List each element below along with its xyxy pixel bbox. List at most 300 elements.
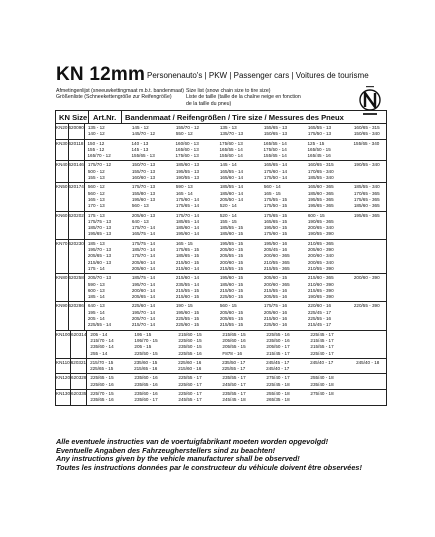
tire-size-column <box>178 375 222 388</box>
tire-size: 165/70 - 12 <box>87 153 111 159</box>
tire-size: 225/45 - 17 <box>310 331 334 337</box>
table-row <box>56 140 386 162</box>
tire-size: 235/55 - 14 <box>175 281 200 287</box>
tire-size-column <box>134 332 178 357</box>
tire-size: 185/60 - 14 <box>219 190 244 196</box>
description-line: Afmetingenlijst (sneeuwkettingmaat m.b.t. bandenmaat) <box>56 88 185 94</box>
tire-size: 225/55 - 17 <box>222 366 246 372</box>
tire-size-column <box>266 360 310 373</box>
tire-size: 185/55 - 15 <box>219 225 244 231</box>
table-row <box>56 212 386 240</box>
tire-size: 195/55 - 13 <box>175 168 200 174</box>
tire-size: 150 - 12 <box>87 140 105 146</box>
tire-size: 165/55 - 14 <box>263 140 287 146</box>
tire-size: 175/60 - 14 <box>175 196 200 202</box>
tire-size: 160/60 - 13 <box>175 140 199 146</box>
tire-size-column <box>88 213 132 238</box>
kn-size-cell: KN60 <box>56 212 69 239</box>
tire-size: 225/60 - 14 <box>131 303 156 309</box>
tire-size: 165/65 - 14 <box>263 162 288 168</box>
tire-size: 590 - 13 <box>87 281 105 287</box>
tire-size-column <box>308 213 354 238</box>
tire-size: 175/70 - 14 <box>175 212 200 218</box>
tire-size: 210/55 - 365 <box>263 259 290 265</box>
tire-size: 205 - 14 <box>87 316 105 322</box>
tire-size-column <box>178 332 222 357</box>
tire-size-column <box>178 360 222 373</box>
tire-size-column <box>356 332 402 357</box>
tire-size: 205 - 15 <box>134 344 152 350</box>
tire-size-column <box>356 375 402 388</box>
tire-size: 140 - 12 <box>87 131 105 137</box>
tire-size-column <box>308 303 354 328</box>
tire-size: 215/55 - 17 <box>310 344 334 350</box>
note-line: Any instructions given by the vehicle manufacturer shall be observed! <box>56 454 300 464</box>
tire-size: 205/60 - 390 <box>307 247 334 253</box>
tire-size: 175/50 - 15 <box>263 203 288 209</box>
tire-size: 145 - 12 <box>131 125 149 130</box>
description-line: de la taille du pneu) <box>186 100 232 107</box>
tire-size: 205/50 - 15 <box>219 247 244 253</box>
tire-size: 155/80 - 13 <box>131 190 156 196</box>
art-nr-cell: 620286 <box>69 302 85 329</box>
tire-size-column <box>222 332 266 357</box>
tire-size: 175/65 - 365 <box>353 196 380 202</box>
art-nr-cell: 620090 <box>69 124 85 139</box>
tire-size-column <box>88 125 132 138</box>
note-line: Alle eventuele instructies van de voertuigfabrikant moeten worden opgevolgd! <box>56 437 329 446</box>
tire-size-column <box>132 213 176 238</box>
tire-sizes-cell <box>85 212 400 239</box>
kn-size-cell: KN90 <box>56 302 69 329</box>
tire-size-column <box>220 162 264 181</box>
tire-size: 215/55 - 365 <box>263 265 290 271</box>
tire-size-column <box>354 125 400 138</box>
table-row <box>56 240 386 274</box>
kn-size-cell: KN70 <box>56 240 69 273</box>
tire-size: 205/45 - 16 <box>263 247 288 253</box>
tire-size: 225/55 - 14 <box>87 322 112 328</box>
art-nr-cell: 620230 <box>69 240 85 273</box>
tire-size: 175/65 - 15 <box>263 212 288 218</box>
tire-size: 205/60 - 15 <box>263 275 288 281</box>
tire-sizes-cell <box>85 240 400 273</box>
tire-size: 255/40 - 18 <box>310 375 334 381</box>
tire-size-column <box>220 275 264 300</box>
tire-size: 195/65 - 365 <box>307 203 334 209</box>
tire-size: 225/55 - 16 <box>307 316 332 322</box>
tire-size: 195/50 - 15 <box>263 225 288 231</box>
tire-size-column <box>264 241 308 272</box>
tire-size-column <box>264 275 308 300</box>
tire-size: 215/70 - 14 <box>90 337 114 343</box>
kn-size-cell: KN50 <box>56 183 69 210</box>
tire-size-column <box>134 391 178 404</box>
tire-size: 215/50 - 16 <box>263 316 288 322</box>
tire-size: 245/50 - 17 <box>222 381 246 387</box>
tire-size: 560 - 12 <box>87 184 105 190</box>
tire-size-column <box>264 213 308 238</box>
tire-size-column <box>88 141 132 160</box>
tire-size: 165/60 - 365 <box>307 184 334 190</box>
tire-size-column <box>266 375 310 388</box>
table-header <box>56 111 386 124</box>
tire-size: 155/70 - 12 <box>175 125 200 130</box>
tire-size: 560 - 13 <box>131 203 149 209</box>
tire-size: 185/60 - 365 <box>307 190 334 196</box>
tire-size: 235/40 - 18 <box>310 381 334 387</box>
tire-size: 235/60 - 16 <box>134 390 158 396</box>
tire-size: 175/60 - 14 <box>263 168 288 174</box>
tire-size: 185/60 - 15 <box>219 231 244 237</box>
tire-sizes-cell <box>87 390 402 405</box>
tire-size: 155/70 - 13 <box>131 168 156 174</box>
tire-size: 175/60 - 13 <box>175 153 199 159</box>
tire-size-column <box>220 213 264 238</box>
tire-size-column <box>354 213 400 238</box>
tire-size: 220/60 - 16 <box>307 303 332 309</box>
tire-size: 205/50 - 14 <box>219 196 244 202</box>
tire-size-column <box>310 391 356 404</box>
tire-size-column <box>132 303 176 328</box>
tire-size: 210/60 - 390 <box>307 281 334 287</box>
tire-size: 245/45 - 18 <box>222 397 246 403</box>
tire-size: 185/60 - 13 <box>175 162 200 168</box>
tire-size-table <box>55 110 387 406</box>
tire-size-column <box>264 125 308 138</box>
tire-size: 170 - 13 <box>87 203 105 209</box>
tire-size-column <box>266 391 310 404</box>
tire-size: 170/65 - 365 <box>353 190 380 196</box>
tire-size: 165/60 - 13 <box>175 146 199 152</box>
tire-size: 145/70 - 12 <box>131 131 156 137</box>
tire-size-column <box>176 275 220 300</box>
table-row <box>56 331 386 359</box>
tire-size: 215/45 - 17 <box>266 350 290 356</box>
kn-size-cell: KN100 <box>56 331 71 358</box>
tire-size: 275/40 - 18 <box>310 390 334 396</box>
tire-size: 215/50 - 15 <box>175 259 200 265</box>
table-row <box>56 161 386 183</box>
tire-size: 225/55 - 17 <box>178 375 202 381</box>
tire-size: 205/55 - 15 <box>219 253 244 259</box>
tire-size: 155 - 13 <box>87 175 105 181</box>
description-line: Size list (snow chain size to tire size) <box>186 88 271 94</box>
tire-size-column <box>132 241 176 272</box>
tire-size: 235/60 - 14 <box>90 344 114 350</box>
tire-size: 175/70 - 14 <box>131 225 156 231</box>
kn-size-cell: KN40 <box>56 161 69 182</box>
tire-size: 150/65 - 340 <box>353 131 380 137</box>
tire-size: 215/55 - 15 <box>219 322 244 328</box>
tire-size: 160/60 - 13 <box>131 175 156 181</box>
tire-size: 190 - 15 <box>175 303 193 309</box>
art-nr-cell: 620258 <box>69 274 85 301</box>
tire-size: 185/55 - 14 <box>219 184 244 190</box>
tire-sizes-cell <box>85 140 400 161</box>
tire-size-column <box>176 241 220 272</box>
tire-size: 185/70 - 14 <box>131 247 156 253</box>
tire-size: 235/60 - 15 <box>134 359 158 365</box>
tire-size-column <box>264 303 308 328</box>
tire-size: 200/60 - 365 <box>263 281 290 287</box>
tire-size: 125 - 15 <box>307 140 325 146</box>
tire-sizes-cell <box>85 161 400 182</box>
description-line: Liste de taille (taille de la chaîne neige en fonction <box>186 94 301 101</box>
tire-size: 175/60 - 15 <box>263 231 288 237</box>
table-row <box>56 374 386 390</box>
description-left <box>56 88 201 101</box>
tire-size: 165/50 - 15 <box>307 146 331 152</box>
tire-size: 175/50 - 14 <box>263 175 288 181</box>
tire-size: 225/60 - 15 <box>178 337 202 343</box>
art-nr-cell: 620321 <box>71 359 87 374</box>
tire-size: 225/50 - 15 <box>134 350 158 356</box>
tire-size-column <box>354 241 400 272</box>
tire-size: 175/55 - 15 <box>263 196 288 202</box>
tire-size: 225/50 - 16 <box>263 322 288 328</box>
tire-size: 165/65 - 15 <box>263 218 288 224</box>
tire-size-column <box>88 184 132 209</box>
tire-size: 215/65 - 390 <box>307 287 334 293</box>
tire-size: 255 - 14 <box>90 350 108 356</box>
tire-size: 235/65 - 16 <box>90 397 114 403</box>
tire-size: 185 - 13 <box>87 240 105 246</box>
tire-size: 205/55 - 15 <box>222 344 246 350</box>
tire-size: 200/60 - 14 <box>131 287 156 293</box>
tire-size: 225/70 - 15 <box>90 390 114 396</box>
tire-size: 225/45 - 17 <box>307 309 332 315</box>
description-line: Größenliste (Schneekettengröße zur Reifengröße) <box>56 94 172 101</box>
art-nr-cell: 620328 <box>71 374 87 389</box>
table-body <box>56 124 386 405</box>
tire-size: 165/75 - 14 <box>131 231 156 237</box>
tire-size: 185/60 - 15 <box>219 281 244 287</box>
tire-size: 185/75 - 14 <box>131 275 156 281</box>
tire-size: 195/60 - 14 <box>175 231 200 237</box>
tire-size-column <box>88 275 132 300</box>
table-row <box>56 359 386 375</box>
tire-size: 225/60 - 17 <box>178 381 202 387</box>
tire-size: 215/70 - 15 <box>90 359 114 365</box>
tire-size-column <box>90 360 134 373</box>
tire-size-column <box>220 303 264 328</box>
tire-size: 195/50 - 16 <box>263 240 288 246</box>
tire-size: 210/55 - 390 <box>307 265 334 271</box>
kn-size-cell: KN120 <box>56 374 71 389</box>
tire-size: 175/65 - 15 <box>175 247 200 253</box>
tire-size-column <box>356 391 402 404</box>
tire-size-column <box>132 141 176 160</box>
tire-size: 190/65 - 390 <box>307 294 334 300</box>
tire-size-column <box>308 162 354 181</box>
tire-size: 165/55 - 13 <box>307 125 332 130</box>
tire-size: 195/60 - 13 <box>131 196 156 202</box>
tire-size: 550 - 12 <box>175 131 193 137</box>
tire-size: 160/65 - 315 <box>353 125 380 130</box>
tire-size: 225/65 - 15 <box>90 366 114 372</box>
tire-size-column <box>354 275 400 300</box>
art-nr-cell: 620174 <box>69 183 85 210</box>
art-nr-cell: 620118 <box>69 140 85 161</box>
tire-size: 185/65 - 15 <box>175 253 200 259</box>
tire-sizes-cell <box>85 183 400 210</box>
note-line: Eventuelle Angaben des Fahrzeugherstellers sind zu beachten! <box>56 445 276 455</box>
tire-size: 215/60 - 14 <box>175 265 200 271</box>
tire-size: 210/65 - 365 <box>307 240 334 246</box>
tire-size-column <box>90 332 134 357</box>
tire-size-column <box>132 162 176 181</box>
tire-size: 205/65 - 15 <box>219 316 244 322</box>
tire-size: 225/60 - 16 <box>178 359 202 365</box>
tire-size: 560 - 14 <box>263 184 281 190</box>
tire-sizes-cell <box>85 274 400 301</box>
tire-size: 205/70 - 14 <box>131 316 156 322</box>
header-kn-size: KN Size <box>56 111 89 123</box>
tire-size: 235/50 - 15 <box>178 344 202 350</box>
tire-size: 520 - 14 <box>219 212 237 218</box>
tire-size-column <box>132 275 176 300</box>
tire-size: F878 - 16 <box>222 350 243 356</box>
tire-size: 195 - 14 <box>87 309 105 315</box>
tire-size: 195/60 - 15 <box>175 309 200 315</box>
tire-size-column <box>264 162 308 181</box>
tire-size: 215/45 - 17 <box>310 337 334 343</box>
tire-size-column <box>354 162 400 181</box>
tire-size-column <box>354 184 400 209</box>
tire-size-column <box>176 213 220 238</box>
tire-size-column <box>90 391 134 404</box>
tire-size: 160/65 - 315 <box>307 162 334 168</box>
tire-size: 225/65 - 15 <box>90 375 114 381</box>
tire-size: 150/65 - 13 <box>263 131 288 137</box>
tire-size: 215/60 - 15 <box>175 294 200 300</box>
kn-size-cell: KN80 <box>56 274 69 301</box>
tire-size: 175/70 - 14 <box>131 253 156 259</box>
tire-size: 235/55 - 17 <box>222 375 246 381</box>
tire-size: 165 - 15 <box>175 240 193 246</box>
tire-size: 140 - 13 <box>131 140 149 146</box>
tire-size: 150/70 - 13 <box>131 162 156 168</box>
page-subtitle: Personenauto's | PKW | Passenger cars | Voitures de tourisme <box>147 71 369 80</box>
tire-size: 195/70 - 15 <box>134 337 158 343</box>
tire-size: 205/60 - 14 <box>131 265 156 271</box>
tire-size-column <box>356 360 402 373</box>
tire-size: 200/60 - 390 <box>353 275 380 281</box>
tire-size: 165/60 - 14 <box>219 175 244 181</box>
tire-size-column <box>88 303 132 328</box>
tire-size-column <box>132 184 176 209</box>
header-tire-size: Bandenmaat / Reifengrößen / Tire size / Messures des Pneux <box>125 112 344 122</box>
tire-size: 235/50 - 17 <box>222 359 246 365</box>
tire-size: 185/55 - 340 <box>353 184 380 190</box>
art-nr-cell: 620146 <box>69 161 85 182</box>
tire-size: 560 - 15 <box>219 303 237 309</box>
tire-size: 175/70 - 12 <box>87 162 112 168</box>
tire-size: 195/60 - 15 <box>219 275 244 281</box>
tire-size: 205/55 - 16 <box>263 294 288 300</box>
table-row <box>56 274 386 302</box>
tire-size: 500 - 12 <box>87 168 105 174</box>
tire-size: 185/65 - 14 <box>175 218 200 224</box>
tire-size: 205/60 - 13 <box>131 212 156 218</box>
tire-size: 215/55 - 15 <box>219 265 244 271</box>
tire-size: 195/55 - 365 <box>307 196 334 202</box>
tire-size: 215/50 - 15 <box>219 287 244 293</box>
tire-size-column <box>266 332 310 357</box>
tire-size: 175/75 - 14 <box>131 240 156 246</box>
tire-size: 185 - 14 <box>87 294 105 300</box>
tire-size: 170/65 - 340 <box>307 168 334 174</box>
tire-size-column <box>308 141 354 160</box>
tire-size-column <box>222 391 266 404</box>
tire-size: 200/60 - 15 <box>219 259 244 265</box>
tire-size: 185/55 - 340 <box>307 175 334 181</box>
tire-size: 190/55 - 13 <box>175 175 200 181</box>
tire-size: 215/45 - 17 <box>307 322 332 328</box>
tire-size: 175/75 - 16 <box>263 303 288 309</box>
tire-size-column <box>176 303 220 328</box>
art-nr-cell: 620314 <box>71 331 87 358</box>
tire-size: 175/60 - 13 <box>219 140 243 146</box>
tire-sizes-cell <box>87 374 402 389</box>
kn-size-cell: KN20 <box>56 124 69 139</box>
tire-size: 175/70 - 13 <box>131 184 156 190</box>
tire-size-column <box>176 162 220 181</box>
tire-size: 190/55 - 390 <box>307 231 334 237</box>
tire-size: 220/55 - 390 <box>353 303 380 309</box>
table-row <box>56 183 386 211</box>
tire-size-column <box>308 125 354 138</box>
tire-size: 215/55 - 15 <box>175 287 200 293</box>
tire-size-column <box>354 141 400 160</box>
tire-size: 175/50 - 13 <box>307 131 332 137</box>
tire-size: 215/60 - 365 <box>307 275 334 281</box>
tire-size: 195/55 - 15 <box>219 240 244 246</box>
table-row <box>56 302 386 330</box>
tire-size: 135 - 13 <box>219 125 237 130</box>
tire-size: 225/55 - 15 <box>175 316 200 322</box>
tire-size: 185/70 - 13 <box>87 225 112 231</box>
tire-size: 225/50 - 15 <box>219 294 244 300</box>
tire-size: 265/35 - 18 <box>266 397 290 403</box>
tire-sizes-cell <box>85 302 400 329</box>
tire-size: 195/70 - 13 <box>87 247 112 253</box>
tire-size: 165/45 - 16 <box>307 153 331 159</box>
tire-size: 205 - 14 <box>90 331 108 337</box>
tire-size: 590 - 13 <box>175 184 193 190</box>
tire-size-column <box>176 184 220 209</box>
tire-size: 145 - 14 <box>219 162 237 168</box>
kn-size-cell: KN30 <box>56 140 69 161</box>
tire-size: 155/60 - 14 <box>219 153 243 159</box>
table-row <box>56 124 386 140</box>
tire-size: 215/65 - 15 <box>222 331 246 337</box>
tire-size-column <box>220 141 264 160</box>
tire-size-column <box>90 375 134 388</box>
tire-size: 200/65 - 340 <box>307 259 334 265</box>
header-art-nr: Art.Nr. <box>89 111 122 123</box>
tire-size: 190/65 - 365 <box>307 218 334 224</box>
tire-size: 185/60 - 14 <box>175 225 200 231</box>
tire-size: 175/75 - 13 <box>87 218 112 224</box>
tire-size: 195 - 15 <box>134 331 152 337</box>
tire-size-column <box>88 241 132 272</box>
tire-size: 215/60 - 14 <box>175 275 200 281</box>
tire-size: 155/65 - 13 <box>263 125 288 130</box>
tire-size: 165/55 - 14 <box>219 146 243 152</box>
tire-size: 205/60 - 14 <box>131 259 156 265</box>
